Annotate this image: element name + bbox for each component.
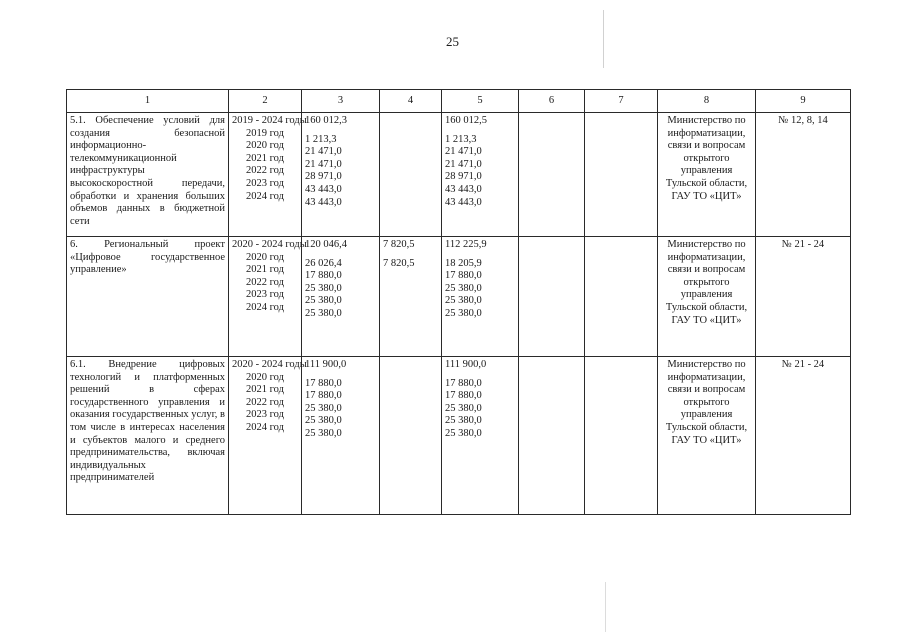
table-row bbox=[67, 113, 851, 237]
amount-value: 28 971,0 bbox=[305, 171, 342, 183]
period-year: 2021 год bbox=[246, 264, 284, 276]
amount-cell-col4 bbox=[380, 113, 442, 237]
table-row bbox=[67, 237, 851, 357]
amount-total: 160 012,5 bbox=[445, 115, 487, 126]
amount-cell-col4 bbox=[380, 237, 442, 357]
amount-value: 25 380,0 bbox=[445, 415, 482, 427]
executor-cell bbox=[658, 113, 756, 237]
indicators-cell bbox=[756, 237, 851, 357]
page-number: 25 bbox=[446, 34, 459, 49]
amount-cell-col5 bbox=[442, 237, 519, 357]
amount-cell-col3 bbox=[302, 113, 380, 237]
executor-cell bbox=[658, 237, 756, 357]
period-year: 2022 год bbox=[246, 165, 284, 177]
amount-value: 25 380,0 bbox=[445, 295, 482, 307]
amount-total: 160 012,3 bbox=[305, 115, 347, 126]
executor-text: Министерство по информатизации, связи и вопросам открытого управления Тульской области, ГАУ ТО «ЦИТ» bbox=[665, 239, 748, 326]
amount-value: 1 213,3 bbox=[445, 133, 477, 145]
column-header-3: 3 bbox=[302, 90, 380, 113]
executor-text: Министерство по информатизации, связи и вопросам открытого управления Тульской области, ГАУ ТО «ЦИТ» bbox=[665, 359, 748, 446]
period-range: 2020 - 2024 годы bbox=[232, 359, 307, 370]
budget-table bbox=[66, 89, 851, 515]
scan-mark-top bbox=[603, 10, 604, 68]
amount-cell-col4 bbox=[380, 357, 442, 515]
amount-value: 17 880,0 bbox=[305, 390, 342, 402]
measure-name-cell bbox=[67, 237, 229, 357]
amount-cell-col6 bbox=[519, 113, 585, 237]
amount-cell-col6 bbox=[519, 237, 585, 357]
amount-total: 120 046,4 bbox=[305, 239, 347, 250]
period-year: 2020 год bbox=[246, 371, 284, 383]
amount-value: 7 820,5 bbox=[383, 257, 415, 269]
amount-total: 111 900,0 bbox=[445, 359, 487, 370]
amount-value: 21 471,0 bbox=[305, 146, 342, 158]
period-year: 2022 год bbox=[246, 276, 284, 288]
amount-value: 21 471,0 bbox=[305, 158, 342, 170]
amount-value: 21 471,0 bbox=[445, 158, 482, 170]
amount-value: 25 380,0 bbox=[305, 295, 342, 307]
amount-cell-col7 bbox=[585, 357, 658, 515]
amount-total: 111 900,0 bbox=[305, 359, 347, 370]
amount-value: 43 443,0 bbox=[305, 196, 342, 208]
period-range: 2020 - 2024 годы bbox=[232, 239, 307, 250]
column-header-9: 9 bbox=[756, 90, 851, 113]
column-header-7: 7 bbox=[585, 90, 658, 113]
column-header-5: 5 bbox=[442, 90, 519, 113]
measure-name: 5.1. Обеспечение условий для создания безопасной информационно-телекоммуникационной инфраструктуры высокоскоростной передачи, обработки и хранения больших объемов данных в бюджетной сети bbox=[70, 115, 225, 227]
amount-value: 25 380,0 bbox=[305, 282, 342, 294]
table-row bbox=[67, 357, 851, 515]
measure-name-cell bbox=[67, 113, 229, 237]
period-year: 2024 год bbox=[246, 190, 284, 202]
amount-cell-col7 bbox=[585, 113, 658, 237]
amount-value: 25 380,0 bbox=[445, 282, 482, 294]
executor-cell bbox=[658, 357, 756, 515]
indicators-text: № 21 - 24 bbox=[781, 359, 825, 370]
scan-mark-bottom bbox=[605, 582, 606, 632]
period-cell bbox=[229, 237, 307, 357]
amount-value: 17 880,0 bbox=[305, 270, 342, 282]
amount-cell-col5 bbox=[442, 113, 519, 237]
measure-name: 6. Региональный проект «Цифровое государственное управление» bbox=[70, 239, 225, 276]
amount-value: 17 880,0 bbox=[445, 270, 482, 282]
amount-cell-col5 bbox=[442, 357, 519, 515]
measure-name: 6.1. Внедрение цифровых технологий и платформенных решений в сферах государственного управления и оказания государственных услуг, в том числе в интересах населения и субъектов малого и среднего предпринимательства, включая индивидуальных предпринимателей bbox=[70, 359, 225, 484]
period-year: 2023 год bbox=[246, 409, 284, 421]
amount-value: 25 380,0 bbox=[305, 427, 342, 439]
period-year: 2023 год bbox=[246, 289, 284, 301]
indicators-cell bbox=[756, 357, 851, 515]
period-cell bbox=[229, 113, 307, 237]
amount-value: 43 443,0 bbox=[305, 183, 342, 195]
period-cell bbox=[229, 357, 307, 515]
period-year: 2021 год bbox=[246, 384, 284, 396]
period-year: 2019 год bbox=[246, 127, 284, 139]
amount-value: 17 880,0 bbox=[305, 377, 342, 389]
amount-value: 25 380,0 bbox=[305, 402, 342, 414]
amount-cell-col6 bbox=[519, 357, 585, 515]
amount-cell-col3 bbox=[302, 357, 380, 515]
amount-value: 25 380,0 bbox=[445, 402, 482, 414]
indicators-text: № 12, 8, 14 bbox=[778, 115, 828, 126]
executor-text: Министерство по информатизации, связи и вопросам открытого управления Тульской области, ГАУ ТО «ЦИТ» bbox=[665, 115, 748, 202]
amount-value: 25 380,0 bbox=[445, 427, 482, 439]
period-year: 2020 год bbox=[246, 251, 284, 263]
amount-value: 25 380,0 bbox=[305, 307, 342, 319]
amount-cell-col3 bbox=[302, 237, 380, 357]
amount-value: 1 213,3 bbox=[305, 133, 337, 145]
amount-cell-col7 bbox=[585, 237, 658, 357]
amount-value: 25 380,0 bbox=[305, 415, 342, 427]
period-year: 2021 год bbox=[246, 152, 284, 164]
period-year: 2024 год bbox=[246, 301, 284, 313]
amount-value: 43 443,0 bbox=[445, 196, 482, 208]
indicators-text: № 21 - 24 bbox=[781, 239, 825, 250]
period-year: 2020 год bbox=[246, 140, 284, 152]
amount-value: 43 443,0 bbox=[445, 183, 482, 195]
indicators-cell bbox=[756, 113, 851, 237]
amount-total: 112 225,9 bbox=[445, 239, 487, 250]
column-header-1: 1 bbox=[67, 90, 229, 113]
amount-value: 26 026,4 bbox=[305, 257, 342, 269]
amount-value: 21 471,0 bbox=[445, 146, 482, 158]
column-header-2: 2 bbox=[229, 90, 302, 113]
amount-value: 17 880,0 bbox=[445, 377, 482, 389]
column-header-6: 6 bbox=[519, 90, 585, 113]
header-row bbox=[67, 90, 851, 113]
amount-value: 28 971,0 bbox=[445, 171, 482, 183]
table-body bbox=[67, 113, 851, 515]
period-year: 2024 год bbox=[246, 421, 284, 433]
column-header-8: 8 bbox=[658, 90, 756, 113]
column-header-4: 4 bbox=[380, 90, 442, 113]
period-year: 2022 год bbox=[246, 396, 284, 408]
amount-value: 25 380,0 bbox=[445, 307, 482, 319]
amount-value: 17 880,0 bbox=[445, 390, 482, 402]
amount-value: 18 205,9 bbox=[445, 257, 482, 269]
period-year: 2023 год bbox=[246, 177, 284, 189]
measure-name-cell bbox=[67, 357, 229, 515]
period-range: 2019 - 2024 годы bbox=[232, 115, 307, 126]
amount-total: 7 820,5 bbox=[383, 239, 415, 250]
